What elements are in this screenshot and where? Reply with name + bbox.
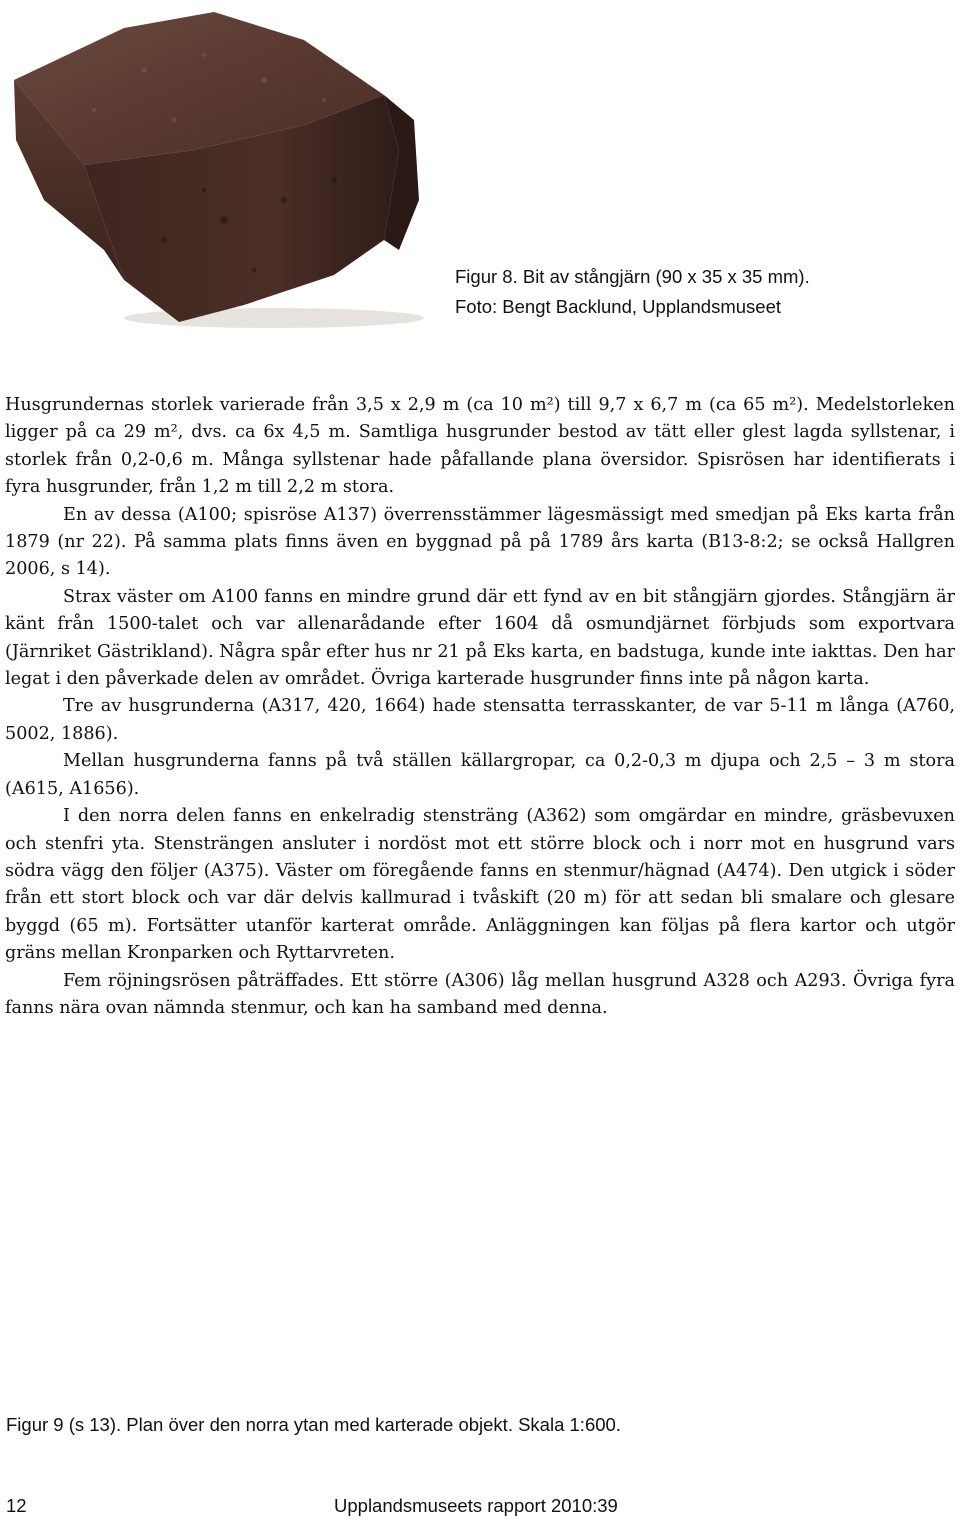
- iron-bar-photo: [4, 0, 436, 332]
- page-number: 12: [6, 1495, 27, 1516]
- body-text: [5, 392, 955, 1022]
- report-title: Upplandsmuseets rapport 2010:39: [334, 1495, 618, 1516]
- figure-8-caption: [455, 262, 810, 322]
- paragraph: Strax väster om A100 fanns en mindre grund där ett fynd av en bit stångjärn gjordes. Stångjärn är känt från 1500-talet och var allenarådande efter 1604 då osmundjärnet förbjuds som exportvara (Järnriket Gästrikland). Några spår efter hus nr 21 på Eks karta, en badstuga, kunde inte iakttas. Den har legat i den påverkade delen av området. Övriga karterade husgrunder finns inte på någon karta.: [5, 586, 955, 690]
- paragraph: En av dessa (A100; spisröse A137) överrensstämmer lägesmässigt med smedjan på Eks karta från 1879 (nr 22). På samma plats finns även en byggnad på på 1789 års karta (B13-8:2; se också Hallgren 2006, s 14).: [5, 504, 955, 580]
- paragraph: Fem röjningsrösen påträffades. Ett större (A306) låg mellan husgrund A328 och A293. Övriga fyra fanns nära ovan nämnda stenmur, och kan ha samband med denna.: [5, 970, 955, 1018]
- paragraph: Husgrundernas storlek varierade från 3,5 x 2,9 m (ca 10 m²) till 9,7 x 6,7 m (ca 65 m²). Medelstorleken ligger på ca 29 m², dvs. ca 6x 4,5 m. Samtliga husgrunder bestod av tätt eller glest lagda syllstenar, i storlek från 0,2-0,6 m. Många syllstenar hade påfallande plana översidor. Spisrösen har identifierats i fyra husgrunder, från 1,2 m till 2,2 m stora.: [5, 395, 955, 498]
- paragraph: I den norra delen fanns en enkelradig stensträng (A362) som omgärdar en mindre, gräsbevuxen och stenfri yta. Stensträngen ansluter i nordöst mot ett större block och i norr mot en husgrund vars södra vägg den följer (A375). Väster om föregående fanns en stenmur/hägnad (A474). Den utgick i söder från ett stort block och var där delvis kallmurad i tvåskift (20 m) för att sedan bli smalare och glesare byggd (65 m). Fortsätter utanför karterat område. Anläggningen kan följas på flera kartor och utgör gräns mellan Kronparken och Ryttarvreten.: [5, 806, 955, 964]
- paragraph: Mellan husgrunderna fanns på två ställen källargropar, ca 0,2-0,3 m djupa och 2,5 – 3 m stora (A615, A1656).: [5, 751, 955, 799]
- figure-9-caption: Figur 9 (s 13). Plan över den norra ytan med karterade objekt. Skala 1:600.: [6, 1414, 621, 1435]
- figure-8-caption-line2: Foto: Bengt Backlund, Upplandsmuseet: [455, 296, 781, 317]
- paragraph: Tre av husgrunderna (A317, 420, 1664) hade stensatta terrasskanter, de var 5-11 m långa (A760, 5002, 1886).: [5, 696, 955, 744]
- figure-8-caption-line1: Figur 8. Bit av stångjärn (90 x 35 x 35 mm).: [455, 266, 810, 287]
